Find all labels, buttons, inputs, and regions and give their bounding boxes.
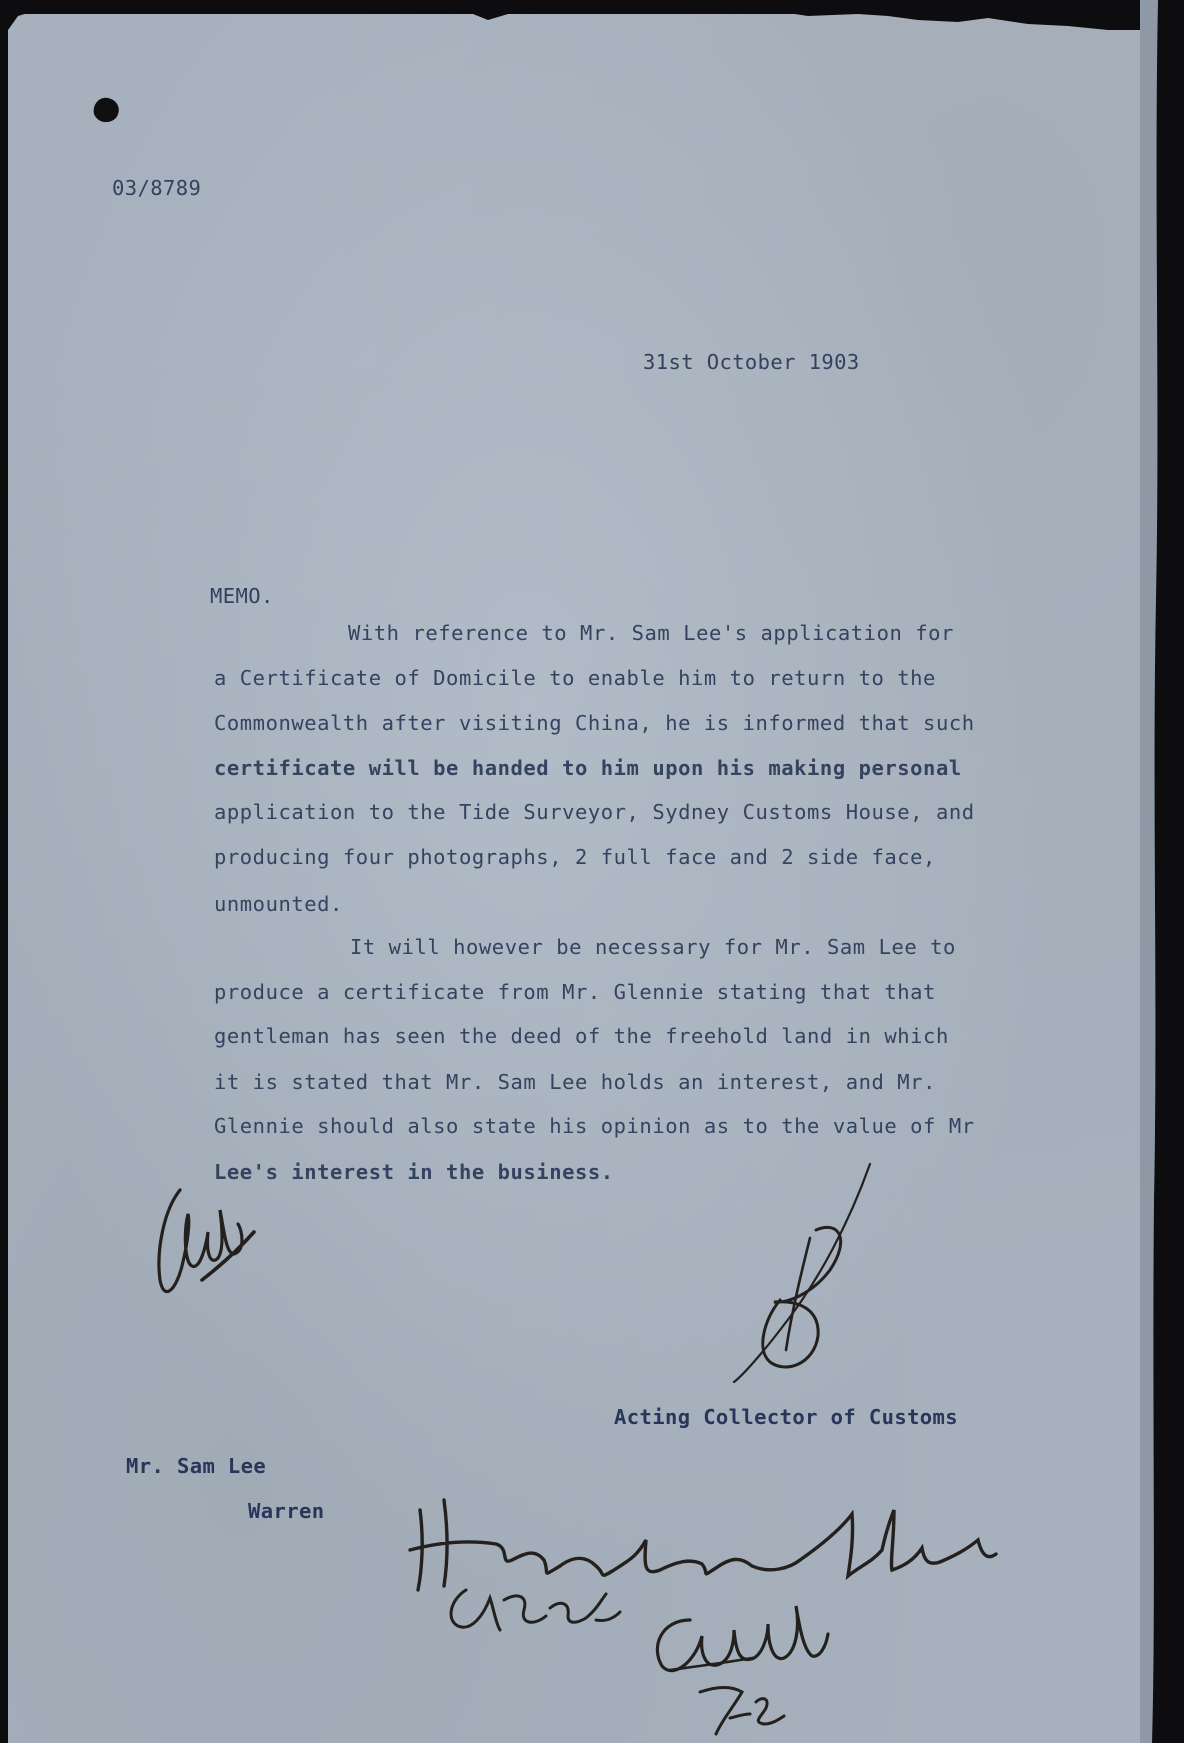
body-line: unmounted. — [214, 892, 343, 916]
body-line: Commonwealth after visiting China, he is informed that such — [214, 711, 975, 735]
collector-signature — [690, 1160, 890, 1390]
initials-left-signature — [150, 1170, 260, 1310]
body-line: gentleman has seen the deed of the freehold land in which — [214, 1024, 949, 1048]
body-line: application to the Tide Surveyor, Sydney Customs House, and — [214, 800, 975, 824]
punch-hole-icon — [88, 92, 124, 128]
body-line: produce a certificate from Mr. Glennie stating that that — [214, 980, 936, 1004]
file-number: 03/8789 — [112, 176, 202, 200]
signatory-title: Acting Collector of Customs — [614, 1405, 959, 1429]
torn-top-edge — [8, 0, 1164, 30]
memo-date: 31st October 1903 — [643, 350, 860, 374]
handwritten-annotation — [400, 1470, 1000, 1740]
body-line: With reference to Mr. Sam Lee's application for — [348, 621, 954, 645]
body-line: a Certificate of Domicile to enable him to return to the — [214, 666, 936, 690]
right-edge-shadow — [1140, 0, 1184, 1743]
body-line: producing four photographs, 2 full face and 2 side face, — [214, 845, 936, 869]
body-line: Glennie should also state his opinion as to the value of Mr — [214, 1114, 975, 1138]
body-line: It will however be necessary for Mr. Sam Lee to — [350, 935, 956, 959]
addressee-place: Warren — [248, 1499, 325, 1523]
body-line: it is stated that Mr. Sam Lee holds an interest, and Mr. — [214, 1070, 936, 1094]
body-line: certificate will be handed to him upon his making personal — [214, 756, 962, 780]
addressee-name: Mr. Sam Lee — [126, 1454, 267, 1478]
body-line: Lee's interest in the business. — [214, 1160, 614, 1184]
memo-heading: MEMO. — [210, 584, 274, 608]
